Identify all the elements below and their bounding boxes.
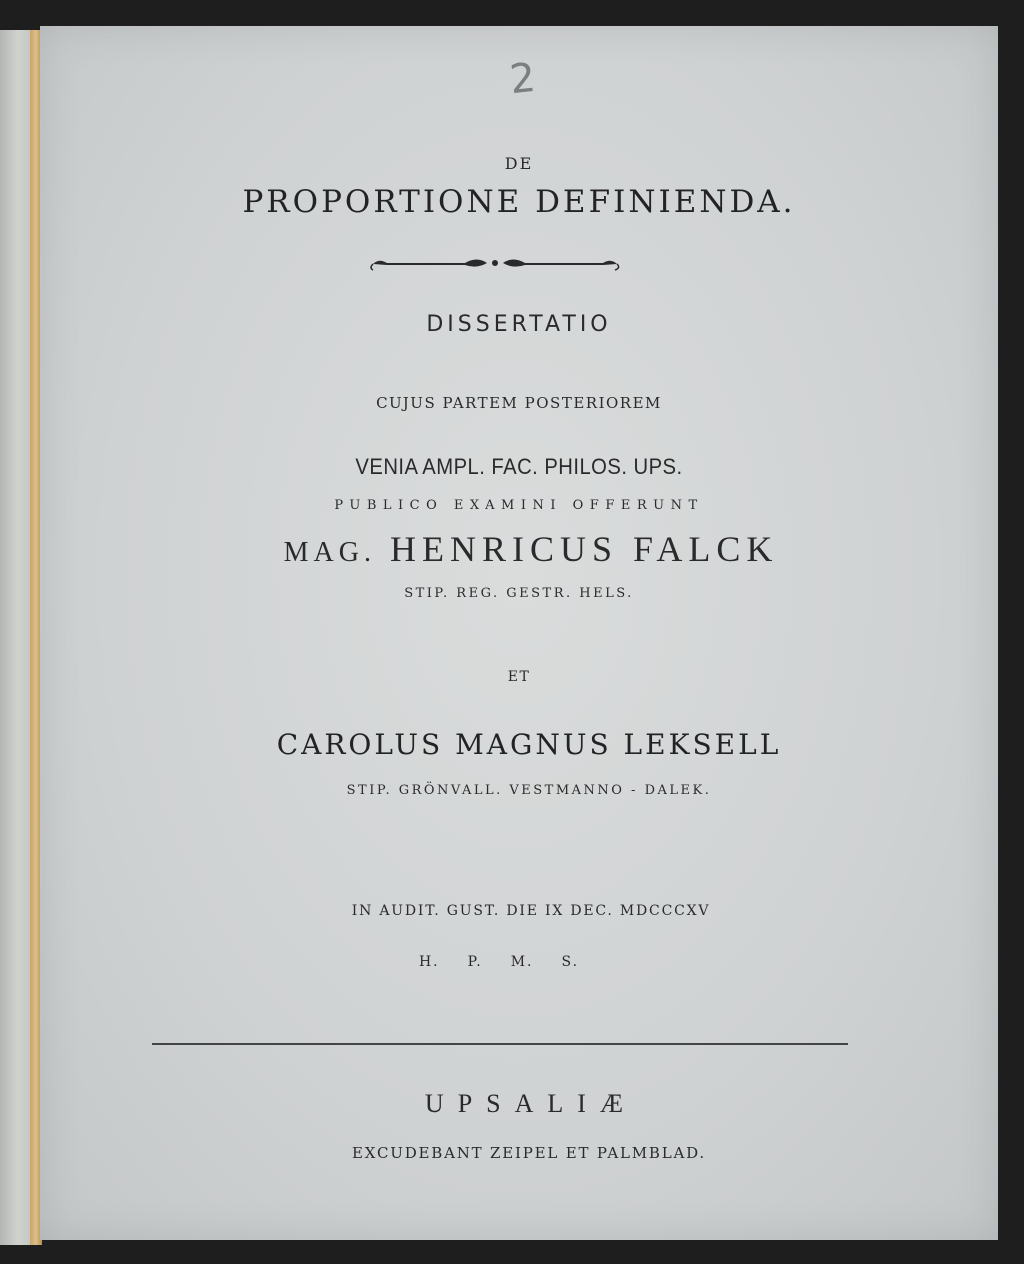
horizontal-rule [152, 1043, 848, 1045]
pencil-page-number: 2 [507, 54, 538, 104]
hpms-s: S. [561, 954, 580, 970]
dissertation-title: PROPORTIONE DEFINIENDA. [242, 184, 796, 220]
part-description: CUJUS PARTEM POSTERIOREM [376, 394, 662, 412]
defense-time [20, 954, 978, 970]
author-2-stipend: STIP. GRÖNVALL. VESTMANNO - DALEK. [346, 783, 712, 798]
ornament-divider-icon [365, 248, 625, 278]
hpms-m: M. [510, 954, 534, 970]
hpms-p: P. [467, 954, 483, 970]
genre-dissertatio: DISSERTATIO [426, 312, 612, 337]
faculty-permission: VENIA AMPL. FAC. PHILOS. UPS. [355, 454, 683, 479]
preposition-de: DE [504, 154, 534, 173]
hpms-h: H. [418, 954, 440, 970]
author-2-name: CAROLUS MAGNUS LEKSELL [276, 728, 782, 761]
author-1-stipend: STIP. REG. GESTR. HELS. [404, 586, 634, 601]
title-page [40, 26, 998, 1240]
author-1-line [52, 528, 1010, 570]
author-1-name: HENRICUS FALCK [389, 529, 779, 569]
previous-page-edge [0, 30, 30, 1245]
printer-imprint: EXCUDEBANT ZEIPEL ET PALMBLAD. [352, 1144, 706, 1162]
conjunction-et: ET [507, 669, 531, 685]
public-examination: PUBLICO EXAMINI OFFERUNT [334, 498, 704, 513]
place-of-printing: UPSALIÆ [424, 1089, 638, 1118]
author-1-title: MAG. [283, 537, 376, 568]
defense-date: IN AUDIT. GUST. DIE IX DEC. MDCCCXV [351, 903, 711, 919]
